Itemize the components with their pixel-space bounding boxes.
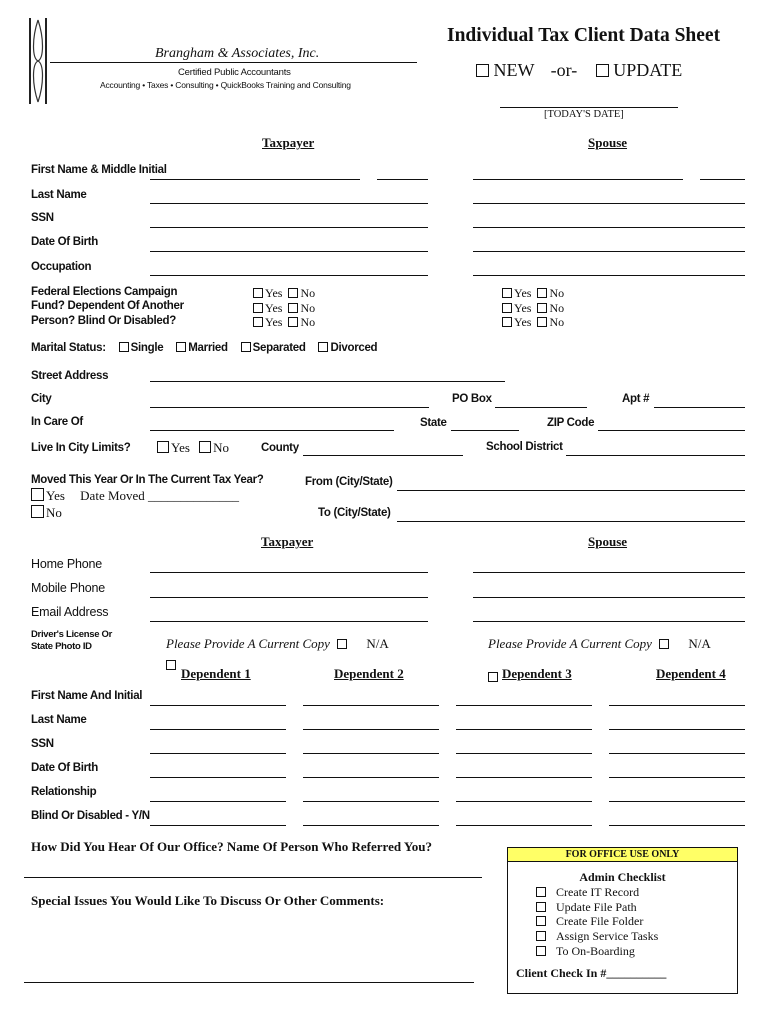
dep2-ssn-field[interactable] — [303, 753, 439, 754]
school-district-label: School District — [486, 441, 563, 453]
checklist-item: Assign Service Tasks — [536, 929, 658, 944]
ssn-label: SSN — [31, 212, 54, 224]
dep-relationship-label: Relationship — [31, 786, 97, 798]
apt-label: Apt # — [622, 393, 650, 405]
admin-checklist-title: Admin Checklist — [579, 870, 666, 884]
update-checkbox[interactable] — [596, 64, 609, 77]
dependent-3-checkbox[interactable] — [488, 668, 500, 686]
checklist-checkbox[interactable] — [536, 887, 546, 897]
live-in-city-label: Live In City Limits? — [31, 442, 131, 454]
moved-no-checkbox[interactable] — [31, 505, 44, 518]
marital-status-row: Marital Status: Single Married Separated Divorced — [31, 342, 378, 354]
from-label: From (City/State) — [305, 476, 393, 488]
spouse-license-na-checkbox[interactable] — [659, 639, 669, 649]
dependent-2-header: Dependent 2 — [334, 666, 404, 681]
referral-field[interactable] — [24, 877, 482, 878]
license-label-2: State Photo ID — [31, 641, 92, 652]
taxpayer-license-row: Please Provide A Current Copy N/A — [166, 636, 389, 651]
taxpayer-q2-row: Yes No — [253, 301, 315, 316]
client-check-in[interactable]: Client Check In #__________ — [516, 966, 667, 980]
contact-spouse-header: Spouse — [588, 534, 628, 549]
checklist-item: Update File Path — [536, 900, 658, 915]
po-box-field[interactable] — [495, 407, 587, 408]
spouse-occupation-field[interactable] — [473, 275, 745, 276]
marital-divorced-checkbox[interactable] — [318, 342, 328, 352]
taxpayer-license-na-checkbox[interactable] — [337, 639, 347, 649]
moved-question: Moved This Year Or In The Current Tax Year? — [31, 474, 264, 486]
spouse-mobile-phone-field[interactable] — [473, 597, 745, 598]
spouse-header: Spouse — [588, 135, 628, 150]
spouse-q3-no-checkbox[interactable] — [537, 317, 547, 327]
checklist-checkbox[interactable] — [536, 946, 546, 956]
moved-no-row: No — [31, 505, 62, 521]
taxpayer-last-name-field[interactable] — [150, 203, 428, 204]
taxpayer-email-field[interactable] — [150, 621, 428, 622]
spouse-q3-yes-checkbox[interactable] — [502, 317, 512, 327]
marital-single-checkbox[interactable] — [119, 342, 129, 352]
home-phone-label: Home Phone — [31, 557, 102, 571]
dep3-first-name-field[interactable] — [456, 705, 592, 706]
dep3-last-name-field[interactable] — [456, 729, 592, 730]
taxpayer-header: Taxpayer — [262, 135, 315, 150]
page-title: Individual Tax Client Data Sheet — [447, 25, 721, 46]
first-name-label: First Name & Middle Initial — [31, 164, 167, 176]
firm-subtitle: Certified Public Accountants — [178, 67, 291, 78]
dependent-4-header: Dependent 4 — [656, 666, 726, 681]
question-line-1: Federal Elections Campaign — [31, 286, 178, 298]
taxpayer-q2-no-checkbox[interactable] — [288, 303, 298, 313]
last-name-label: Last Name — [31, 189, 87, 201]
taxpayer-question-options — [253, 286, 315, 330]
dep4-dob-field[interactable] — [609, 777, 745, 778]
dep4-blind-field[interactable] — [609, 825, 745, 826]
or-label: -or- — [550, 60, 578, 80]
city-label: City — [31, 393, 52, 405]
checklist-item: Create IT Record — [536, 885, 658, 900]
spouse-q1-yes-checkbox[interactable] — [502, 288, 512, 298]
dep1-last-name-field[interactable] — [150, 729, 286, 730]
county-field[interactable] — [303, 455, 463, 456]
spouse-provide-copy: Please Provide A Current Copy — [488, 636, 652, 651]
spouse-home-phone-field[interactable] — [473, 572, 745, 573]
apt-field[interactable] — [654, 407, 745, 408]
taxpayer-mobile-phone-field[interactable] — [150, 597, 428, 598]
update-label: UPDATE — [613, 60, 683, 80]
dep2-relationship-field[interactable] — [303, 801, 439, 802]
spouse-q2-no-checkbox[interactable] — [537, 303, 547, 313]
occupation-label: Occupation — [31, 261, 92, 273]
in-care-of-field[interactable] — [150, 430, 394, 431]
dep-last-name-label: Last Name — [31, 714, 87, 726]
street-address-label: Street Address — [31, 370, 109, 382]
dep3-dob-field[interactable] — [456, 777, 592, 778]
spouse-license-row: Please Provide A Current Copy N/A — [488, 636, 711, 651]
dep-blind-label: Blind Or Disabled - Y/N — [31, 810, 150, 822]
checklist-item: To On-Boarding — [536, 944, 658, 959]
to-label: To (City/State) — [318, 507, 391, 519]
moved-yes-row: Yes Date Moved ______________ — [31, 488, 239, 504]
new-or-update — [476, 60, 682, 81]
question-line-2: Fund? Dependent Of Another — [31, 300, 184, 312]
in-care-of-label: In Care Of — [31, 416, 83, 428]
dep2-dob-field[interactable] — [303, 777, 439, 778]
state-field[interactable] — [451, 430, 519, 431]
logo-emblem-icon — [29, 18, 47, 104]
taxpayer-q3-no-checkbox[interactable] — [288, 317, 298, 327]
dep1-relationship-field[interactable] — [150, 801, 286, 802]
school-district-field[interactable] — [566, 455, 745, 456]
checklist-checkbox[interactable] — [536, 931, 546, 941]
comments-field[interactable] — [24, 982, 474, 983]
county-label: County — [261, 442, 299, 454]
moved-yes-checkbox[interactable] — [31, 488, 44, 501]
dep3-relationship-field[interactable] — [456, 801, 592, 802]
taxpayer-ssn-field[interactable] — [150, 227, 428, 228]
office-use-panel — [507, 847, 738, 994]
email-label: Email Address — [31, 605, 109, 619]
special-issues-label: Special Issues You Would Like To Discuss Or Other Comments: — [31, 893, 385, 908]
new-checkbox[interactable] — [476, 64, 489, 77]
dep-first-name-label: First Name And Initial — [31, 690, 143, 702]
taxpayer-provide-copy: Please Provide A Current Copy — [166, 636, 330, 651]
po-box-label: PO Box — [452, 393, 492, 405]
dep-ssn-label: SSN — [31, 738, 54, 750]
spouse-middle-initial-field[interactable] — [700, 179, 745, 180]
taxpayer-middle-initial-field[interactable] — [377, 179, 428, 180]
dep1-blind-field[interactable] — [150, 825, 286, 826]
city-field[interactable] — [150, 407, 429, 408]
dep4-relationship-field[interactable] — [609, 801, 745, 802]
taxpayer-q2-yes-checkbox[interactable] — [253, 303, 263, 313]
from-field[interactable] — [397, 490, 745, 491]
spouse-ssn-field[interactable] — [473, 227, 745, 228]
dependent-1-header: Dependent 1 — [181, 666, 251, 681]
taxpayer-q3-row: Yes No — [253, 315, 315, 330]
logo-rule — [50, 62, 417, 63]
new-label: NEW — [493, 60, 535, 80]
dep1-dob-field[interactable] — [150, 777, 286, 778]
spouse-first-name-field[interactable] — [473, 179, 683, 180]
firm-name: Brangham & Associates, Inc. — [155, 46, 320, 61]
checklist-checkbox[interactable] — [536, 916, 546, 926]
marital-separated-checkbox[interactable] — [241, 342, 251, 352]
taxpayer-occupation-field[interactable] — [150, 275, 428, 276]
spouse-q2-yes-checkbox[interactable] — [502, 303, 512, 313]
dep2-first-name-field[interactable] — [303, 705, 439, 706]
to-field[interactable] — [397, 521, 745, 522]
date-moved-field[interactable]: Date Moved ______________ — [80, 488, 240, 503]
live-in-city-no-checkbox[interactable] — [199, 441, 211, 453]
taxpayer-q1-yes-checkbox[interactable] — [253, 288, 263, 298]
dob-label: Date Of Birth — [31, 236, 99, 248]
checklist-checkbox[interactable] — [536, 902, 546, 912]
dep4-last-name-field[interactable] — [609, 729, 745, 730]
spouse-question-options — [502, 286, 564, 330]
dep-dob-label: Date Of Birth — [31, 762, 99, 774]
taxpayer-q1-row: Yes No — [253, 286, 315, 301]
taxpayer-q1-no-checkbox[interactable] — [288, 288, 298, 298]
taxpayer-license-extra-checkbox[interactable] — [166, 656, 178, 674]
todays-date-label: [TODAY'S DATE] — [544, 109, 624, 120]
zip-label: ZIP Code — [547, 417, 595, 429]
contact-taxpayer-header: Taxpayer — [261, 534, 314, 549]
todays-date-line[interactable] — [500, 107, 678, 108]
referral-question: How Did You Hear Of Our Office? Name Of Person Who Referred You? — [31, 839, 433, 854]
dep3-blind-field[interactable] — [456, 825, 592, 826]
spouse-dob-field[interactable] — [473, 251, 745, 252]
dependent-3-header: Dependent 3 — [502, 666, 572, 681]
mobile-phone-label: Mobile Phone — [31, 581, 106, 595]
live-in-city-yes-checkbox[interactable] — [157, 441, 169, 453]
license-label-1: Driver's License Or — [31, 629, 113, 640]
marital-status-label: Marital Status: — [31, 342, 106, 354]
spouse-q2-row: Yes No — [502, 301, 564, 316]
dep3-ssn-field[interactable] — [456, 753, 592, 754]
zip-field[interactable] — [598, 430, 745, 431]
dep4-ssn-field[interactable] — [609, 753, 745, 754]
dep1-first-name-field[interactable] — [150, 705, 286, 706]
firm-services: Accounting • Taxes • Consulting • QuickBooks Training and Consulting — [100, 80, 351, 90]
taxpayer-q3-yes-checkbox[interactable] — [253, 317, 263, 327]
dep2-blind-field[interactable] — [303, 825, 439, 826]
dep2-last-name-field[interactable] — [303, 729, 439, 730]
question-line-3: Person? Blind Or Disabled? — [31, 315, 176, 327]
spouse-q1-row: Yes No — [502, 286, 564, 301]
marital-married-checkbox[interactable] — [176, 342, 186, 352]
checklist-item: Create File Folder — [536, 914, 658, 929]
taxpayer-first-name-field[interactable] — [150, 179, 360, 180]
street-address-field[interactable] — [150, 381, 505, 382]
live-in-city-options: Yes No — [157, 440, 229, 456]
taxpayer-home-phone-field[interactable] — [150, 572, 428, 573]
spouse-q1-no-checkbox[interactable] — [537, 288, 547, 298]
state-label: State — [420, 417, 447, 429]
spouse-last-name-field[interactable] — [473, 203, 745, 204]
spouse-q3-row: Yes No — [502, 315, 564, 330]
dep4-first-name-field[interactable] — [609, 705, 745, 706]
office-use-banner: FOR OFFICE USE ONLY — [508, 848, 737, 862]
dep1-ssn-field[interactable] — [150, 753, 286, 754]
checklist — [536, 885, 658, 959]
spouse-email-field[interactable] — [473, 621, 745, 622]
taxpayer-dob-field[interactable] — [150, 251, 428, 252]
